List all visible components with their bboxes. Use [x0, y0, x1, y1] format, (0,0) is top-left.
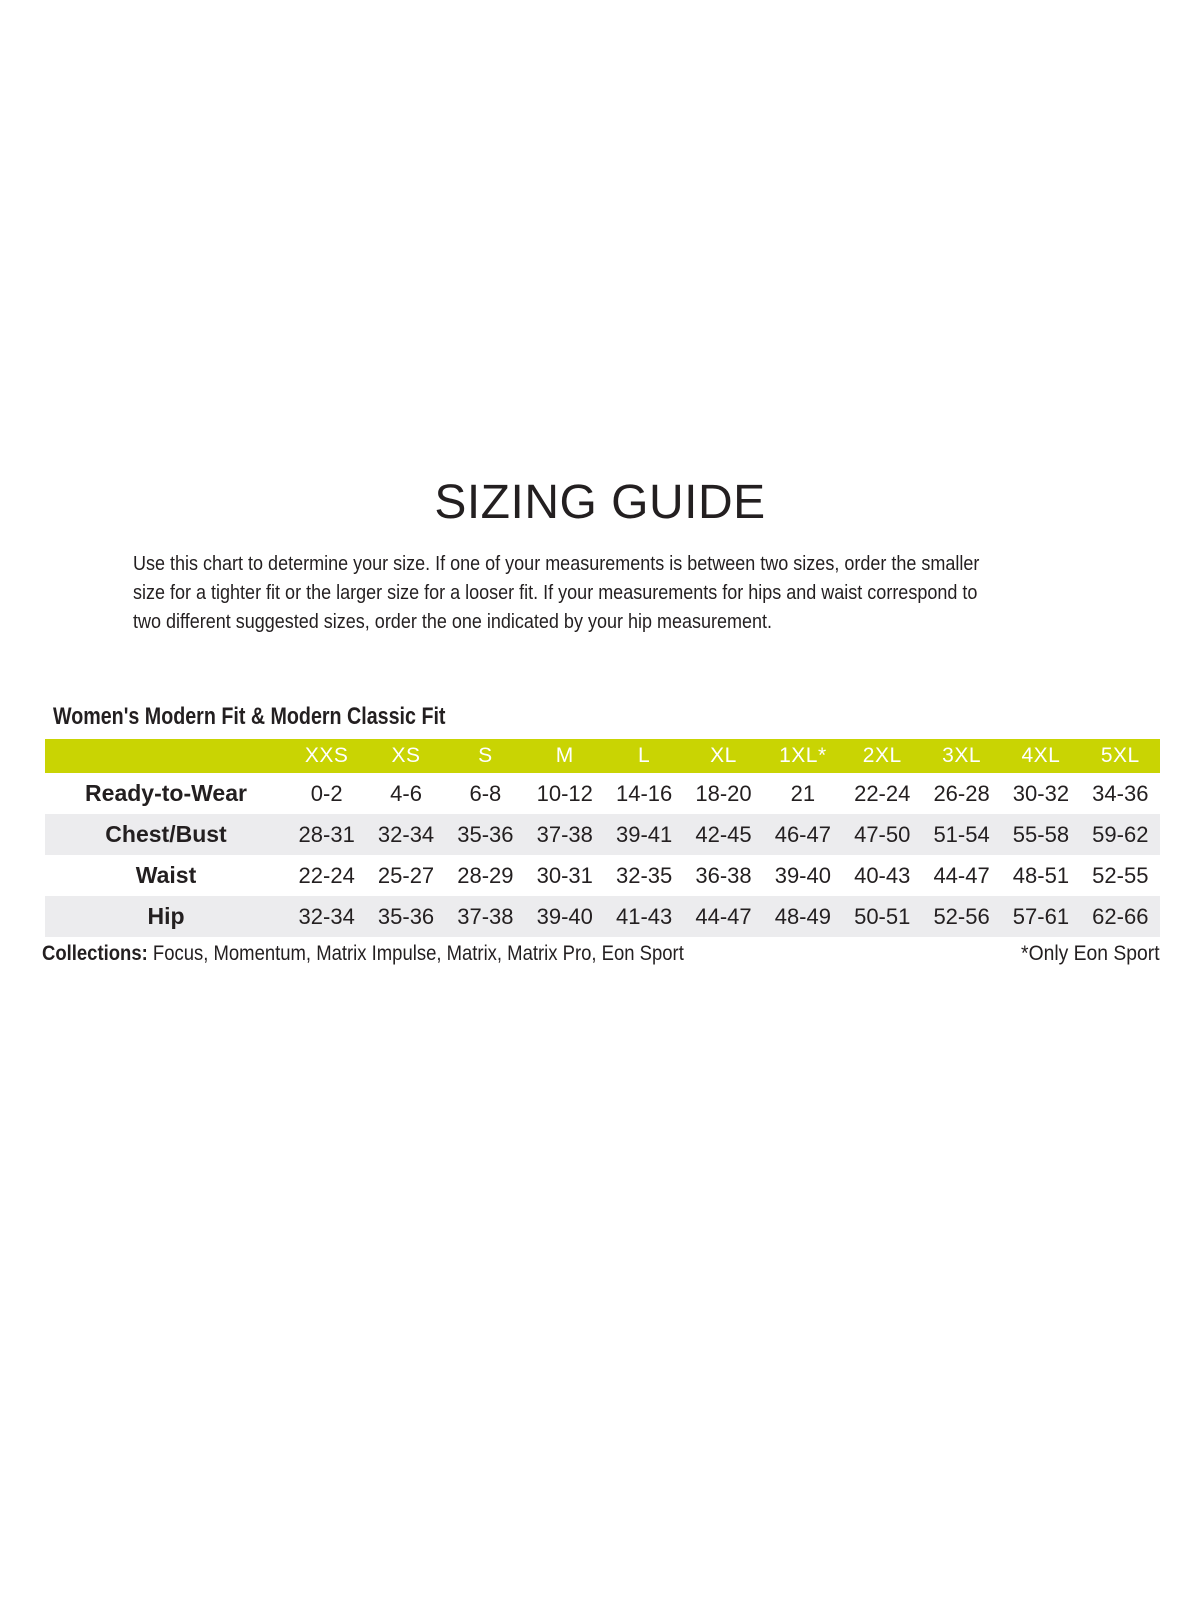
size-value: 6-8 — [469, 780, 502, 806]
size-value: 32-34 — [298, 903, 355, 929]
intro-line-2: size for a tighter fit or the larger size for a looser fit. If your measurements for hips and waist correspond to — [133, 582, 978, 604]
size-value: 44-47 — [695, 903, 752, 929]
size-chart-row-hip — [45, 896, 1160, 937]
size-value: 46-47 — [774, 821, 831, 847]
size-value: 47-50 — [854, 821, 911, 847]
size-value: 10-12 — [536, 780, 593, 806]
size-value: 25-27 — [377, 862, 435, 888]
size-value: 30-31 — [536, 862, 593, 888]
size-chart-body — [45, 773, 1160, 937]
size-column-header-3xl: 3XL — [942, 744, 982, 767]
size-column-header-l: L — [638, 744, 651, 767]
size-column-header-spacer — [45, 739, 287, 773]
size-value: 39-40 — [536, 903, 593, 929]
size-value: 26-28 — [933, 780, 990, 806]
collections-list: Focus, Momentum, Matrix Impulse, Matrix, Matrix Pro, Eon Sport — [152, 942, 684, 965]
intro-line-1: Use this chart to determine your size. If one of your measurements is between two sizes, order the smaller — [133, 553, 980, 575]
size-column-header-s: S — [478, 744, 493, 767]
size-value: 55-58 — [1012, 821, 1070, 847]
size-value: 34-36 — [1092, 780, 1149, 806]
size-value: 32-35 — [615, 862, 673, 888]
intro-line-3: two different suggested sizes, order the one indicated by your hip measurement. — [133, 611, 773, 633]
size-column-header-5xl: 5XL — [1100, 744, 1140, 767]
page-title: SIZING GUIDE — [434, 476, 766, 529]
size-column-header-xl: XL — [710, 744, 737, 767]
size-value: 59-62 — [1092, 821, 1149, 847]
size-value: 32-34 — [377, 821, 435, 847]
size-value: 35-36 — [457, 821, 514, 847]
size-value: 48-51 — [1012, 862, 1070, 888]
size-value: 4-6 — [390, 780, 422, 806]
size-column-header-xxs: XXS — [304, 744, 349, 767]
size-value: 51-54 — [933, 821, 990, 847]
collections-row — [42, 942, 1160, 966]
collections-label: Collections: — [42, 942, 148, 965]
size-column-header-1xl: 1XL* — [779, 744, 827, 767]
size-value: 41-43 — [615, 903, 673, 929]
size-chart-row-ready-to-wear — [45, 773, 1160, 814]
size-value: 35-36 — [377, 903, 435, 929]
intro-paragraph — [133, 550, 979, 637]
size-value: 28-29 — [457, 862, 514, 888]
size-value: 39-40 — [774, 862, 831, 888]
size-value: 57-61 — [1012, 903, 1070, 929]
row-label: Ready-to-Wear — [85, 780, 247, 806]
row-label: Hip — [147, 903, 185, 929]
size-value: 36-38 — [695, 862, 752, 888]
size-chart-header-row — [45, 739, 1160, 773]
size-value: 42-45 — [695, 821, 752, 847]
size-value: 62-66 — [1092, 903, 1149, 929]
size-value: 39-41 — [615, 821, 673, 847]
size-value: 18-20 — [695, 780, 752, 806]
size-value: 28-31 — [298, 821, 355, 847]
size-chart-row-waist — [45, 855, 1160, 896]
size-value: 22-24 — [854, 780, 911, 806]
section-title: Women's Modern Fit & Modern Classic Fit — [53, 703, 446, 730]
size-value: 37-38 — [536, 821, 593, 847]
size-value: 30-32 — [1012, 780, 1070, 806]
size-column-header-m: M — [555, 744, 574, 767]
size-column-header-2xl: 2XL — [862, 744, 902, 767]
size-column-header-4xl: 4XL — [1021, 744, 1061, 767]
size-column-header-xs: XS — [391, 744, 421, 767]
row-label: Chest/Bust — [105, 821, 227, 847]
size-value: 44-47 — [933, 862, 990, 888]
size-value: 52-56 — [933, 903, 990, 929]
size-value: 50-51 — [854, 903, 911, 929]
row-label: Waist — [135, 862, 197, 888]
size-value: 0-2 — [310, 780, 343, 806]
footnote-only-eon-sport: *Only Eon Sport — [1021, 942, 1160, 965]
size-chart-table — [45, 739, 1160, 937]
collections-text — [42, 942, 684, 966]
size-value: 52-55 — [1092, 862, 1149, 888]
size-value: 48-49 — [774, 903, 831, 929]
size-chart-row-chest-bust — [45, 814, 1160, 855]
size-value: 37-38 — [457, 903, 514, 929]
size-value: 40-43 — [854, 862, 911, 888]
size-value: 22-24 — [298, 862, 355, 888]
size-value: 21 — [790, 780, 816, 806]
size-value: 14-16 — [615, 780, 673, 806]
